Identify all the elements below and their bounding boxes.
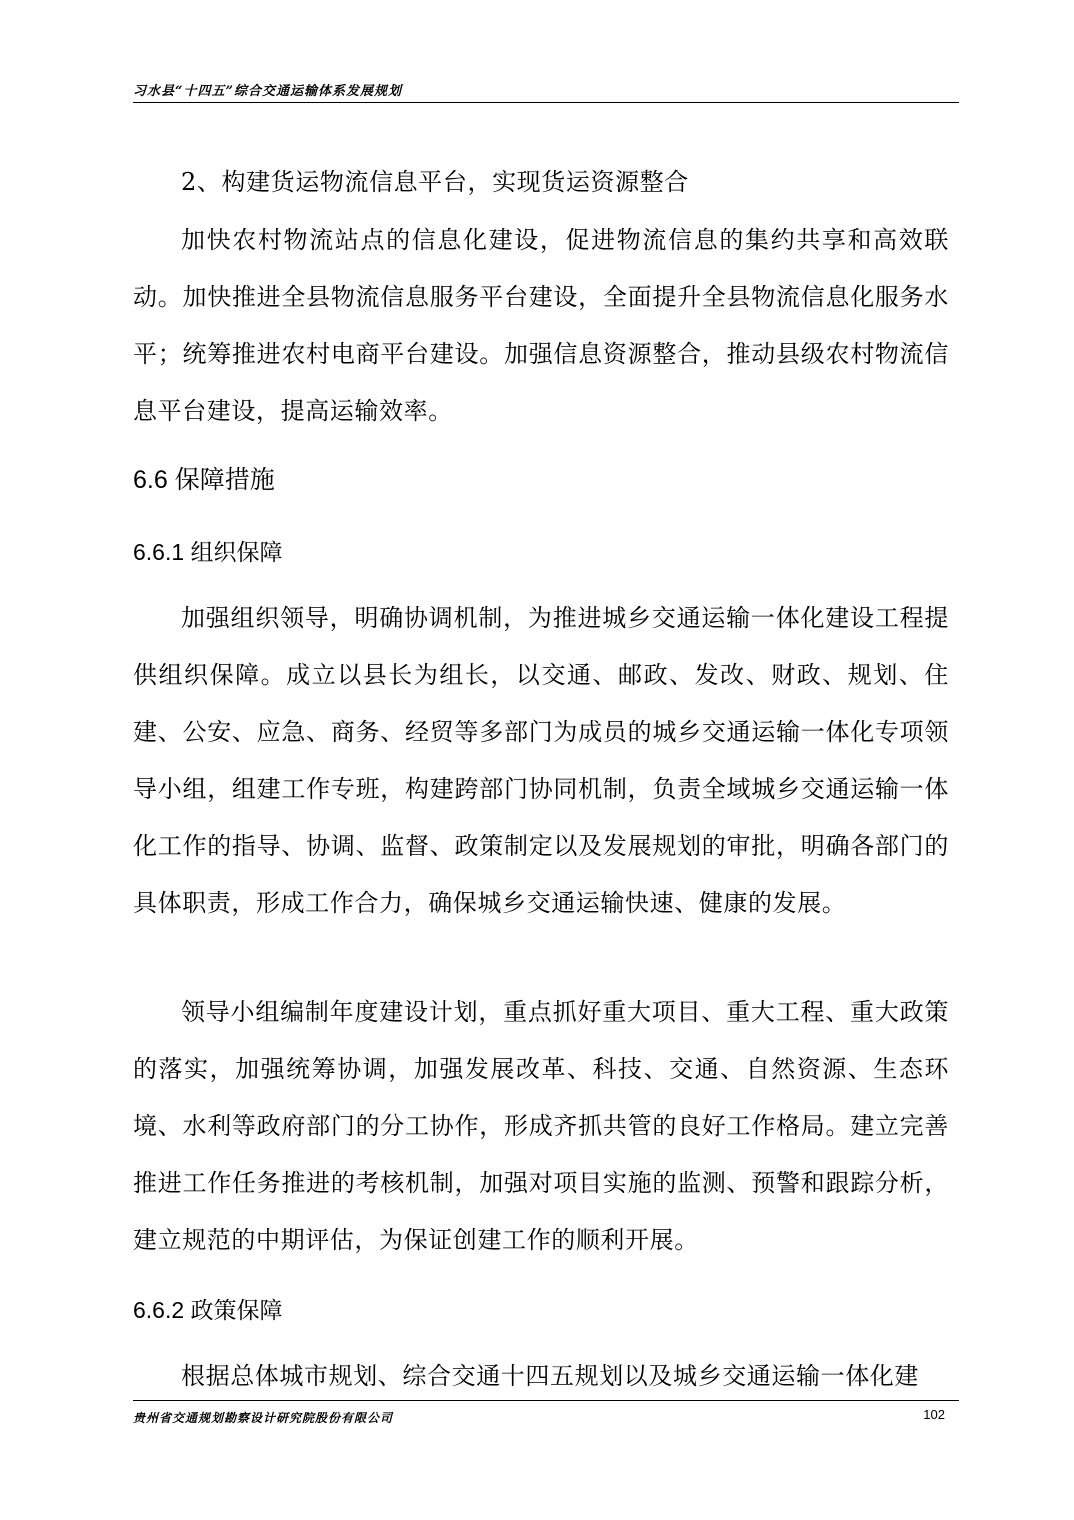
section-6-6-1-paragraph-1: 加强组织领导，明确协调机制，为推进城乡交通运输一体化建设工程提供组织保障。成立以县长为组长，以交通、邮政、发改、财政、规划、住建、公安、应急、商务、经贸等多部门为成员的城乡交通运输一体化专项领导小组，组建工作专班，构建跨部门协同机制，负责全域城乡交通运输一体化工作的指导、协调、监督、政策制定以及发展规划的审批，明确各部门的具体职责，形成工作合力，确保城乡交通运输快速、健康的发展。 [133, 604, 949, 917]
page-footer [133, 1400, 959, 1431]
item-2-paragraph: 加快农村物流站点的信息化建设，促进物流信息的集约共享和高效联动。加快推进全县物流信息服务平台建设，全面提升全县物流信息化服务水平；统筹推进农村电商平台建设。加强信息资源整合，推动县级农村物流信息平台建设，提高运输效率。 [133, 226, 949, 425]
section-6-6-1-paragraph-2: 领导小组编制年度建设计划，重点抓好重大项目、重大工程、重大政策的落实，加强统筹协调，加强发展改革、科技、交通、自然资源、生态环境、水利等政府部门的分工协作，形成齐抓共管的良好工作格局。建立完善推进工作任务推进的考核机制，加强对项目实施的监测、预警和跟踪分析，建立规范的中期评估，为保证创建工作的顺利开展。 [133, 998, 949, 1254]
item-2-title: 2、构建货运物流信息平台，实现货运资源整合 [181, 168, 689, 196]
footer-organization: 贵州省交通规划勘察设计研究院股份有限公司 [133, 1411, 394, 1425]
page-header [133, 78, 959, 103]
page-number: 102 [923, 1407, 945, 1422]
section-6-6-2-heading: 6.6.2 政策保障 [133, 1297, 283, 1323]
header-title: 习水县“十四五”综合交通运输体系发展规划 [133, 84, 402, 99]
section-6-6-1-heading: 6.6.1 组织保障 [133, 539, 283, 565]
section-6-6-heading: 6.6 保障措施 [133, 466, 275, 494]
section-6-6-2-paragraph-1: 根据总体城市规划、综合交通十四五规划以及城乡交通运输一体化建 [181, 1362, 919, 1390]
